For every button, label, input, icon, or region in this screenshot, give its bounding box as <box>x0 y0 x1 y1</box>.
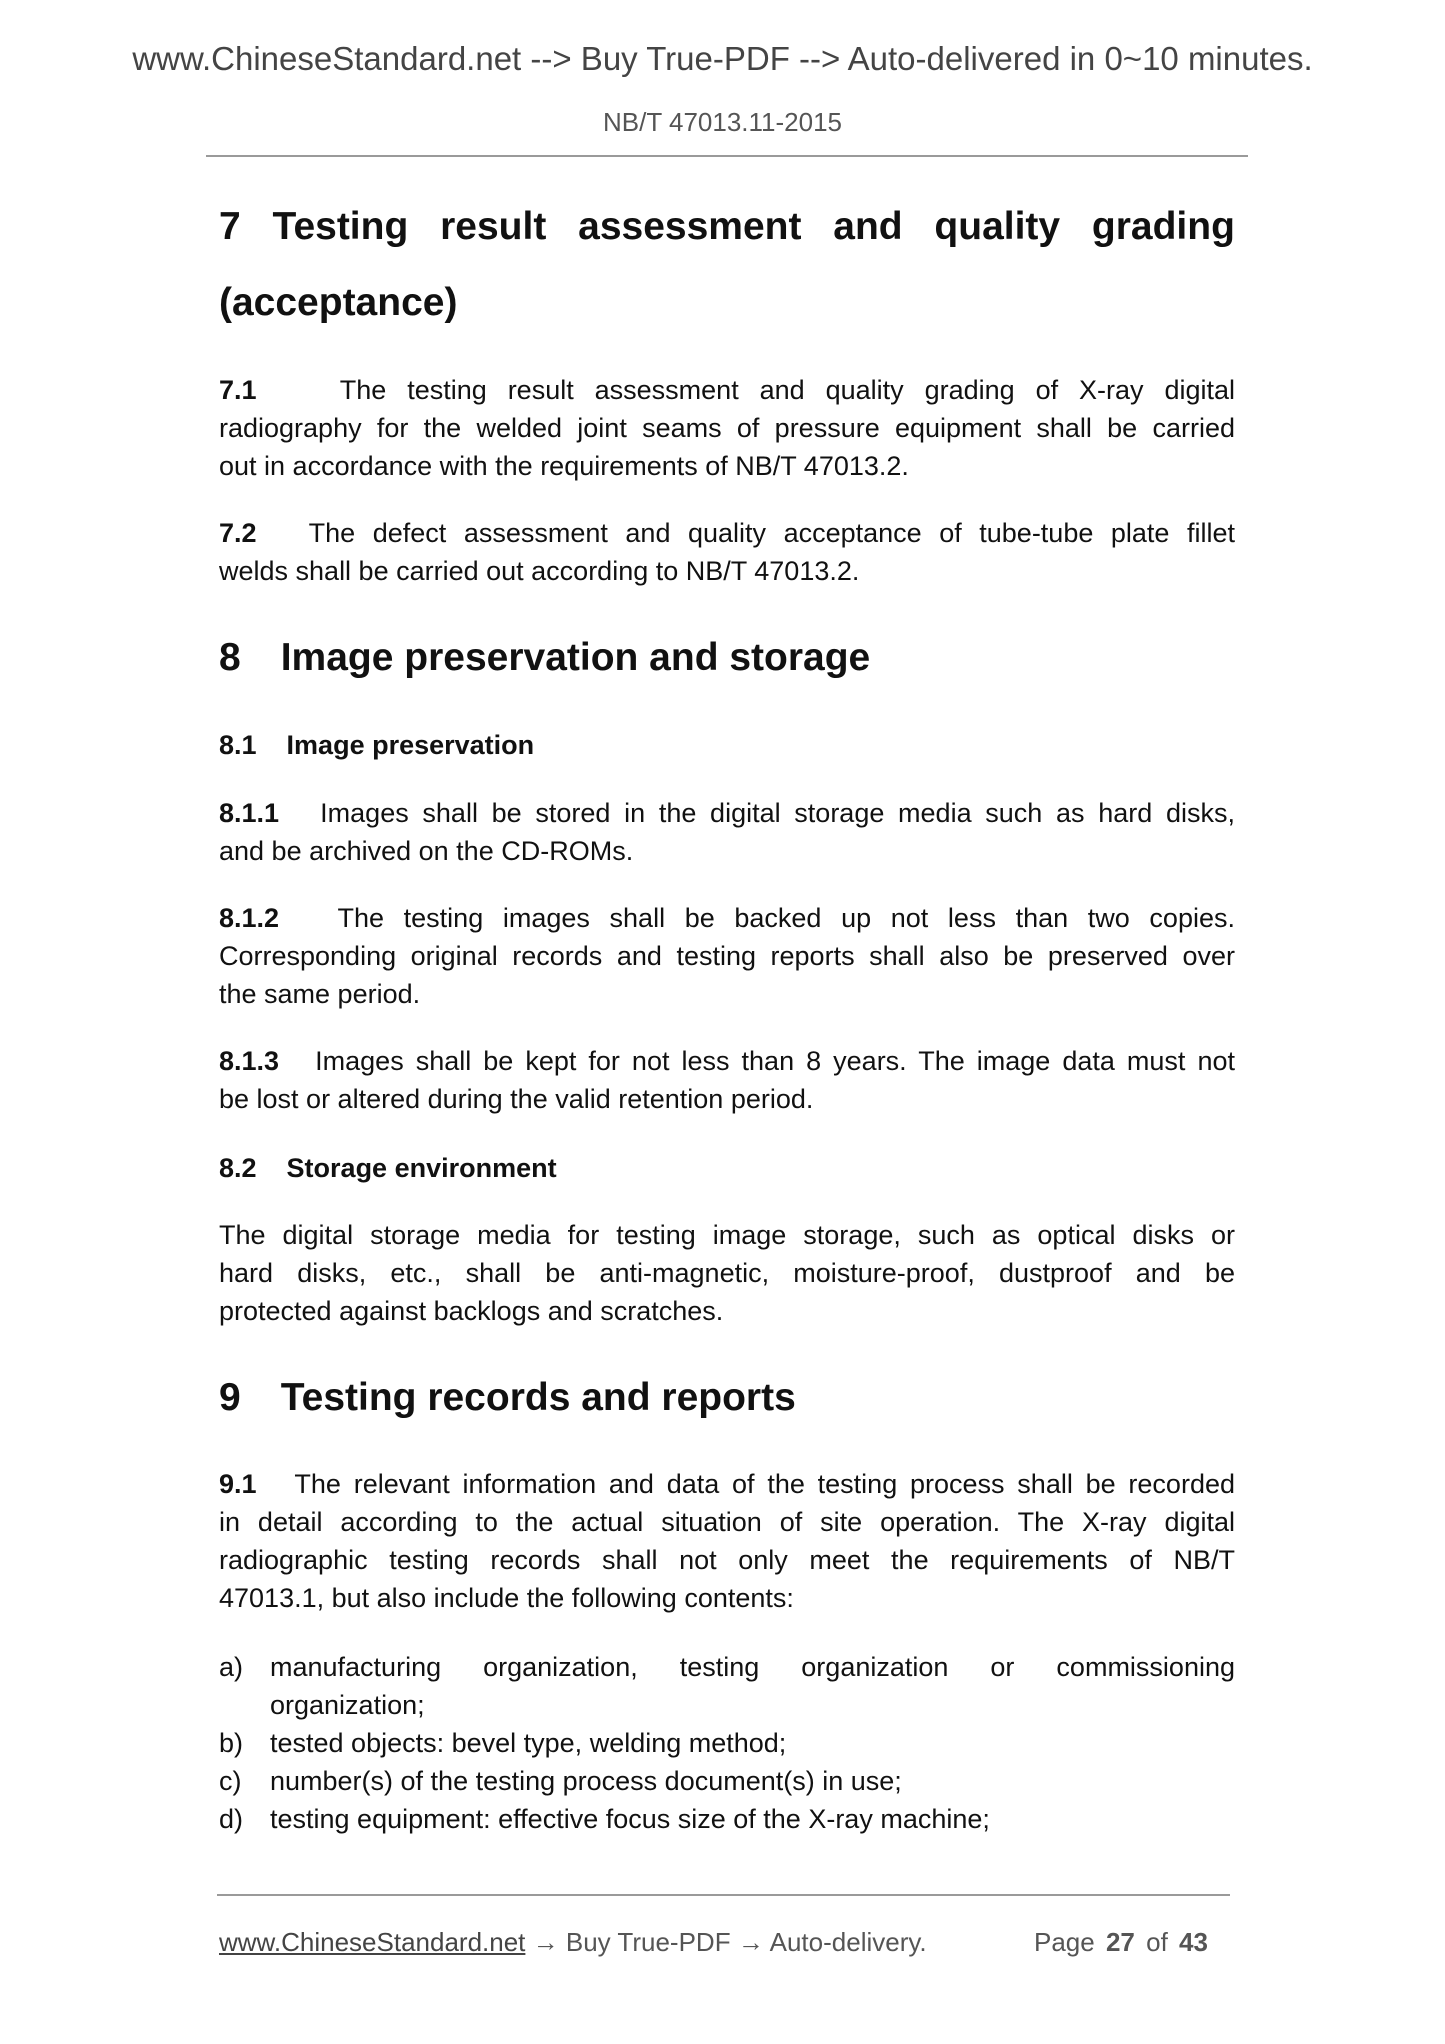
contents-list <box>219 1648 1235 1838</box>
arrow-icon: → <box>532 1927 559 1957</box>
document-id: NB/T 47013.11-2015 <box>603 107 842 137</box>
text-line: and be archived on the CD-ROMs. <box>219 836 634 866</box>
list-item <box>219 1762 1235 1800</box>
text-line: protected against backlogs and scratches. <box>219 1296 724 1326</box>
section-7-heading <box>219 189 1235 265</box>
line-text: Images shall be stored in the digital storage media such as hard disks, <box>320 798 1235 828</box>
text-line <box>219 371 1235 409</box>
page-label: Page <box>1034 1927 1095 1957</box>
list-marker: b) <box>219 1728 244 1758</box>
clause-7-1 <box>219 371 1235 485</box>
heading-word: assessment <box>578 205 802 248</box>
heading-word: grading <box>1091 205 1235 248</box>
text-line: welds shall be carried out according to NB/T 47013.2. <box>219 556 860 586</box>
header-divider <box>206 155 1248 157</box>
text-line: be lost or altered during the valid retention period. <box>219 1084 814 1114</box>
section-title: Image preservation and storage <box>280 636 871 679</box>
line-text: The defect assessment and quality acceptance of tube-tube plate fillet <box>308 518 1235 548</box>
text-line: hard disks, etc., shall be anti-magnetic, moisture-proof, dustproof and be <box>219 1258 1235 1288</box>
line-text: The relevant information and data of the testing process shall be recorded <box>294 1469 1235 1499</box>
subsection-title: Image preservation <box>286 730 535 760</box>
clause-number: 7.1 <box>219 375 257 405</box>
text-line: testing equipment: effective focus size of the X-ray machine; <box>270 1804 990 1834</box>
clause-9-1 <box>219 1465 1235 1617</box>
heading-word: quality <box>934 205 1061 248</box>
heading-word: result <box>440 205 547 248</box>
subsection-number: 8.1 <box>219 730 257 760</box>
page-indicator <box>1034 1924 1208 1960</box>
heading-word: and <box>833 205 903 248</box>
clause-number: 8.1.1 <box>219 798 280 828</box>
clause-number: 8.1.3 <box>219 1046 280 1076</box>
clause-number: 9.1 <box>219 1469 257 1499</box>
page-total: 43 <box>1179 1927 1208 1957</box>
subsection-8-1-heading <box>219 726 1235 764</box>
section-number: 9 <box>219 1376 241 1419</box>
text-line: out in accordance with the requirements of NB/T 47013.2. <box>219 451 909 481</box>
list-item <box>219 1724 1235 1762</box>
text-line <box>219 1042 1235 1080</box>
footer-divider <box>217 1894 1230 1896</box>
section-8-heading <box>219 620 1235 696</box>
text-line: 47013.1, but also include the following contents: <box>219 1583 794 1613</box>
line-text: The testing images shall be backed up not less than two copies. <box>337 903 1235 933</box>
text-line <box>219 514 1235 552</box>
list-marker: a) <box>219 1652 244 1682</box>
line-text: Images shall be kept for not less than 8 years. The image data must not <box>315 1046 1235 1076</box>
subsection-title: Storage environment <box>286 1153 557 1183</box>
text-line: the same period. <box>219 979 421 1009</box>
clause-8-1-2 <box>219 899 1235 1013</box>
text-line <box>219 1465 1235 1503</box>
text-line: in detail according to the actual situation of site operation. The X-ray digital <box>219 1507 1235 1537</box>
section-number: 8 <box>219 636 241 679</box>
page-number: 27 <box>1105 1927 1135 1957</box>
clause-8-2-text <box>219 1216 1235 1330</box>
text-line: organization; <box>270 1690 425 1720</box>
section-9-heading <box>219 1360 1235 1436</box>
footer-buy-text: Buy True-PDF <box>565 1927 731 1957</box>
footer-link[interactable]: www.ChineseStandard.net <box>219 1927 526 1957</box>
subsection-number: 8.2 <box>219 1153 257 1183</box>
subsection-8-2-heading <box>219 1149 1235 1187</box>
text-line: tested objects: bevel type, welding method; <box>270 1728 787 1758</box>
clause-8-1-1 <box>219 794 1235 870</box>
text-line: radiographic testing records shall not only meet the requirements of NB/T <box>219 1545 1235 1575</box>
line-text: The testing result assessment and quality grading of X-ray digital <box>339 375 1235 405</box>
footer-promo <box>219 1924 927 1960</box>
arrow-icon: → <box>737 1927 764 1957</box>
text-line: The digital storage media for testing image storage, such as optical disks or <box>219 1220 1235 1250</box>
clause-number: 7.2 <box>219 518 257 548</box>
list-marker: c) <box>219 1766 242 1796</box>
text-line: manufacturing organization, testing organization or commissioning <box>270 1652 1235 1682</box>
text-line: Corresponding original records and testing reports shall also be preserved over <box>219 941 1235 971</box>
heading-word: 7 <box>219 205 241 248</box>
banner-text: www.ChineseStandard.net --> Buy True-PDF --> Auto-delivered in 0~10 minutes. <box>132 40 1313 77</box>
list-item <box>219 1648 1235 1724</box>
page-of: of <box>1146 1927 1168 1957</box>
text-line: number(s) of the testing process document(s) in use; <box>270 1766 902 1796</box>
heading-word: Testing <box>272 205 409 248</box>
section-title: Testing records and reports <box>280 1376 796 1419</box>
list-item <box>219 1800 1235 1838</box>
section-7-heading-cont: (acceptance) <box>219 281 458 324</box>
text-line <box>219 794 1235 832</box>
text-line <box>219 899 1235 937</box>
list-marker: d) <box>219 1804 244 1834</box>
clause-8-1-3 <box>219 1042 1235 1118</box>
footer-auto-text: Auto-delivery. <box>769 1927 927 1957</box>
clause-number: 8.1.2 <box>219 903 280 933</box>
clause-7-2 <box>219 514 1235 590</box>
text-line: radiography for the welded joint seams of pressure equipment shall be carried <box>219 413 1235 443</box>
